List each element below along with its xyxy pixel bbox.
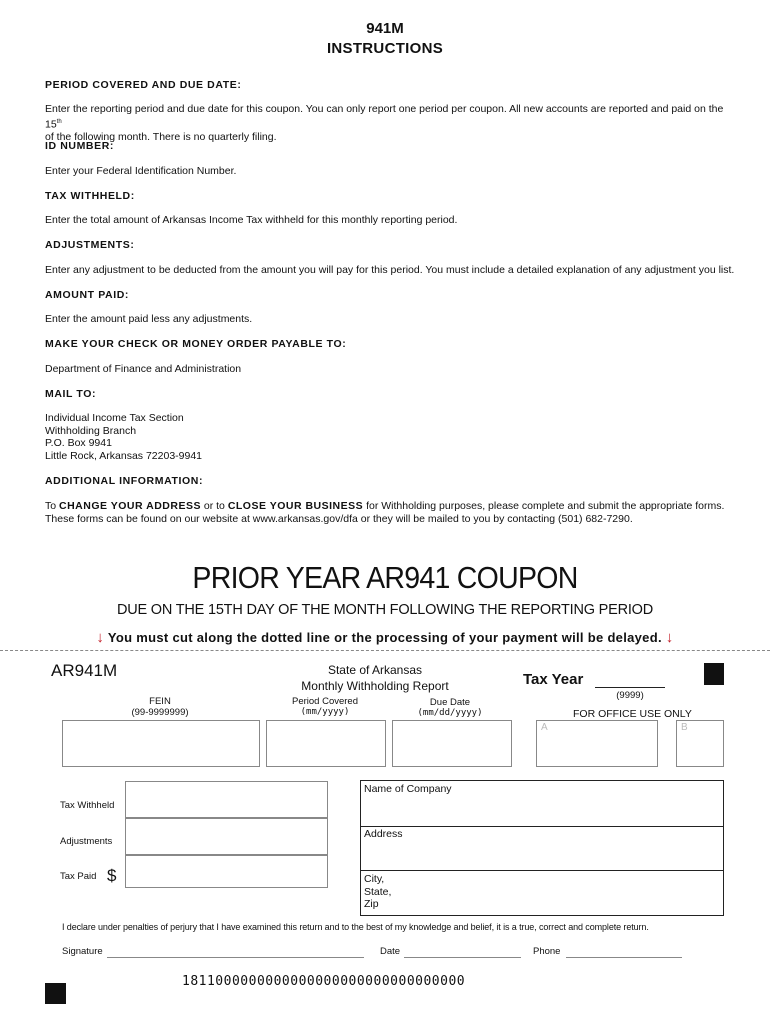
heading-additional: ADDITIONAL INFORMATION:: [45, 475, 204, 487]
company-name-input[interactable]: [360, 780, 724, 827]
scanline: 1811000000000000000000000000000000: [182, 974, 466, 989]
due-date-label: Due Date: [429, 697, 471, 708]
heading-payable: MAKE YOUR CHECK OR MONEY ORDER PAYABLE TO:: [45, 338, 347, 350]
tax-withheld-input[interactable]: [125, 781, 328, 818]
tax-paid-label: Tax Paid: [60, 871, 97, 882]
text-mail-to: Individual Income Tax Section Withholding Branch P.O. Box 9941 Little Rock, Arkansas 72203-9941: [45, 412, 203, 462]
report-label: Monthly Withholding Report: [301, 679, 449, 693]
heading-tax-withheld: TAX WITHHELD:: [45, 190, 135, 202]
address-label: Address: [364, 828, 403, 840]
date-input[interactable]: [404, 957, 521, 958]
period-label: Period Covered: [291, 696, 358, 707]
office-use-a: [536, 720, 658, 767]
due-date-format: (mm/dd/yyyy): [417, 708, 483, 718]
text-additional: To CHANGE YOUR ADDRESS or to CLOSE YOUR BUSINESS for Withholding purposes, please complete and submit the appropriate forms. These forms can be found on our website at www.arkansas.gov/dfa or they will be mailed to you by contacting (501) 682-7290.: [45, 500, 725, 525]
registration-mark-bottom: [45, 983, 66, 1004]
heading-id: ID NUMBER:: [45, 140, 114, 152]
text-amount-paid: Enter the amount paid less any adjustments.: [45, 313, 253, 325]
heading-adjustments: ADJUSTMENTS:: [45, 239, 135, 251]
office-use-b-label: B: [681, 722, 688, 733]
period-input[interactable]: [266, 720, 386, 767]
office-use-b: [676, 720, 724, 767]
dollar-sign: $: [107, 866, 117, 885]
due-date-input[interactable]: [392, 720, 512, 767]
city-state-zip-input[interactable]: [360, 871, 724, 916]
office-use-label: FOR OFFICE USE ONLY: [573, 708, 692, 720]
tax-paid-input[interactable]: [125, 855, 328, 888]
state-label: State of Arkansas: [327, 663, 423, 677]
fein-input[interactable]: [62, 720, 260, 767]
heading-mail-to: MAIL TO:: [45, 388, 97, 400]
text-tax-withheld: Enter the total amount of Arkansas Income Tax withheld for this monthly reporting period.: [45, 214, 458, 226]
fein-format: (99-9999999): [131, 707, 189, 718]
phone-input[interactable]: [566, 957, 682, 958]
heading-period: PERIOD COVERED AND DUE DATE:: [45, 79, 242, 91]
due-notice: DUE ON THE 15TH DAY OF THE MONTH FOLLOWING THE REPORTING PERIOD: [116, 602, 654, 618]
heading-amount-paid: AMOUNT PAID:: [45, 289, 129, 301]
period-format: (mm/yyyy): [300, 707, 350, 717]
text-period: Enter the reporting period and due date for this coupon. You can only report one period per coupon. All new accounts are reported and paid on the 15th of the following month. There is no quarterly filing.: [45, 103, 724, 143]
date-label: Date: [380, 946, 401, 957]
arrow-down-icon: ↓: [665, 629, 674, 646]
text-adjustments: Enter any adjustment to be deducted from the amount you will pay for this period. You must include a detailed explanation of any adjustment you list.: [45, 264, 735, 276]
text-payable: Department of Finance and Administration: [45, 363, 242, 375]
city-state-zip-label: City, State, Zip: [364, 873, 392, 910]
coupon-title: PRIOR YEAR AR941 COUPON: [192, 560, 578, 595]
instructions-title: INSTRUCTIONS: [326, 40, 444, 57]
adjustments-label: Adjustments: [60, 836, 113, 847]
text-id: Enter your Federal Identification Number.: [45, 165, 237, 177]
form-id: AR941M: [51, 661, 118, 680]
tax-year-input[interactable]: [595, 687, 665, 688]
registration-mark: [704, 663, 724, 685]
adjustments-input[interactable]: [125, 818, 328, 855]
cut-line: [0, 650, 770, 651]
declaration: I declare under penalties of perjury that I have examined this return and to the best of my knowledge and belief, it is a true, correct and complete return.: [62, 922, 649, 932]
arrow-down-icon: ↓: [96, 629, 105, 646]
office-use-a-label: A: [541, 722, 548, 733]
cut-notice: ↓ You must cut along the dotted line or the processing of your payment will be delayed. ↓: [96, 629, 674, 646]
fein-label: FEIN: [149, 696, 171, 707]
tax-year-label: Tax Year: [523, 671, 584, 688]
phone-label: Phone: [533, 946, 561, 957]
form-number: 941M: [366, 20, 404, 37]
signature-label: Signature: [62, 946, 103, 957]
tax-withheld-label: Tax Withheld: [60, 800, 115, 811]
company-label: Name of Company: [364, 783, 452, 795]
tax-year-format: (9999): [616, 690, 644, 701]
address-input[interactable]: [360, 826, 724, 871]
signature-input[interactable]: [107, 957, 364, 958]
